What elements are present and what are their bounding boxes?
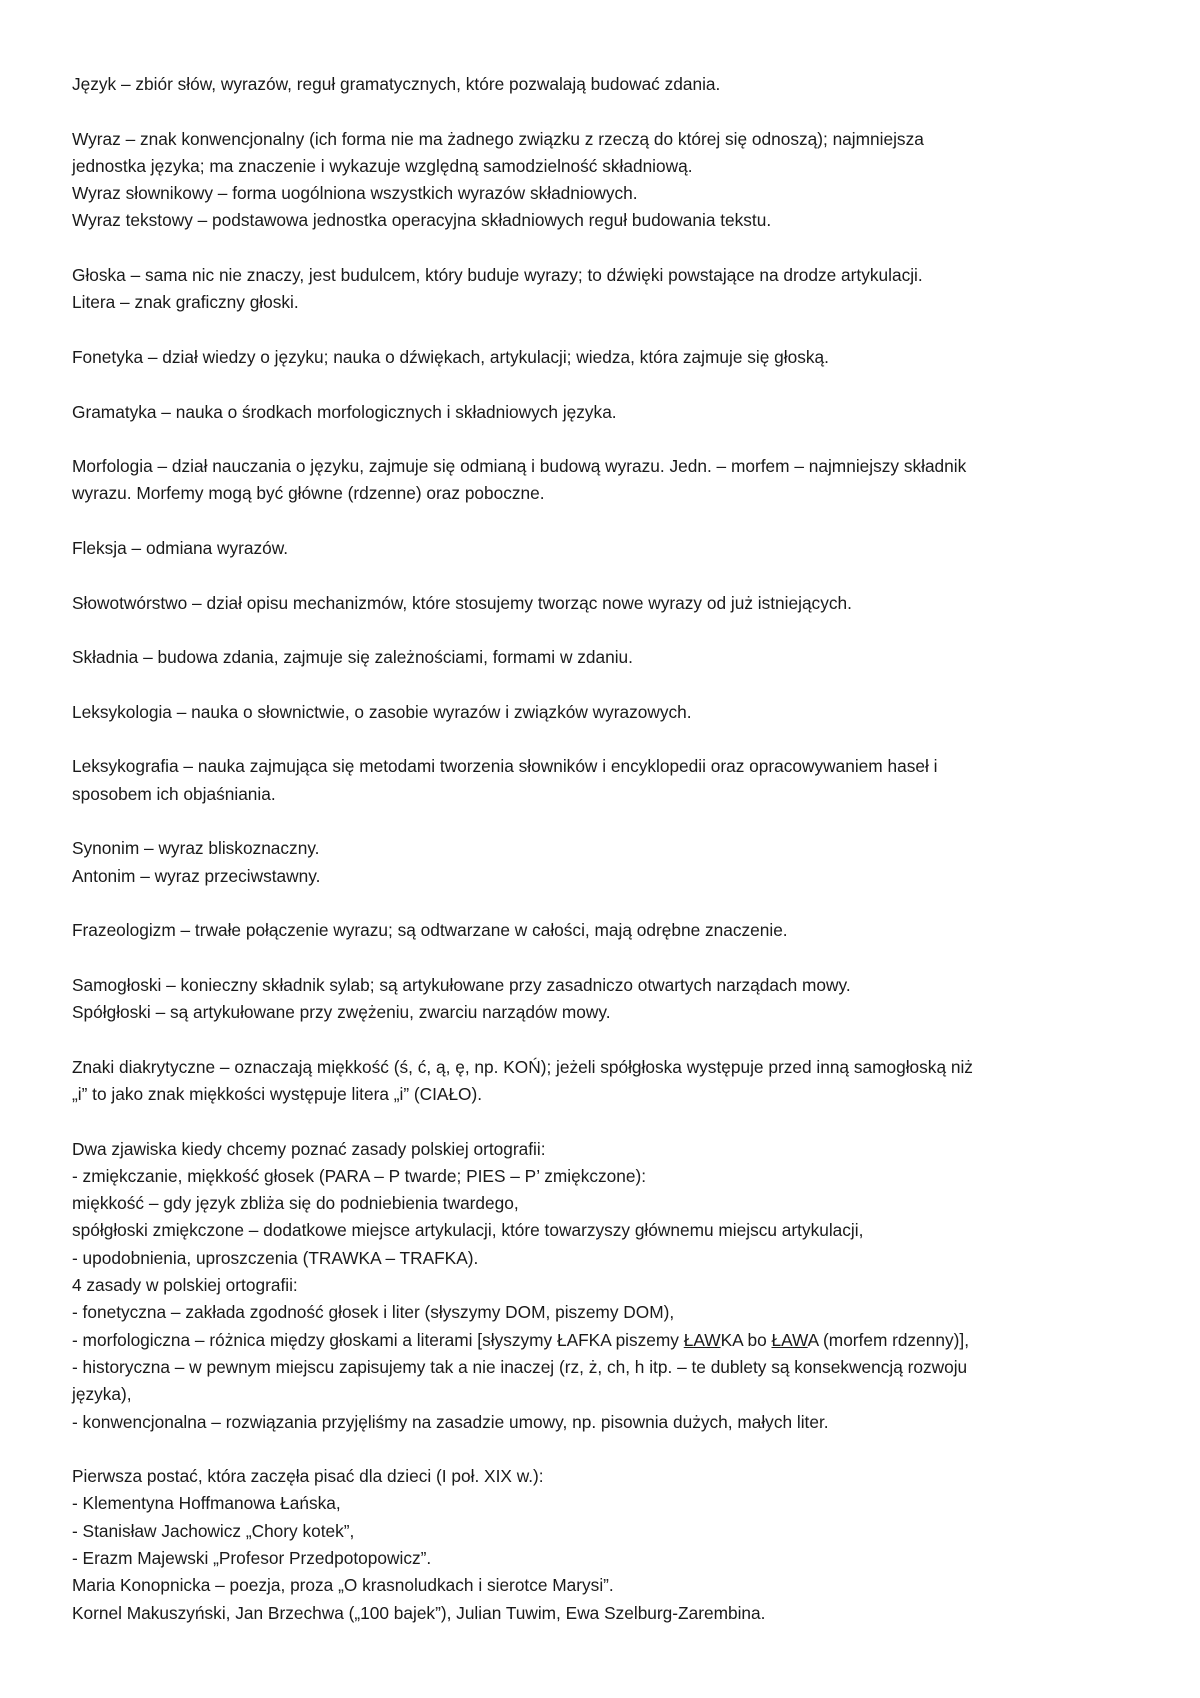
text-line: Język – zbiór słów, wyrazów, reguł gramatycznych, które pozwalają budować zdania.: [72, 74, 721, 94]
text-line: miękkość – gdy język zbliża się do podniebienia twardego,: [72, 1193, 519, 1214]
text-line: [72, 1327, 1132, 1354]
text-line: Dwa zjawiska kiedy chcemy poznać zasady polskiej ortografii:: [72, 1138, 546, 1159]
text-line: Synonim – wyraz bliskoznaczny.: [72, 838, 320, 859]
text-line: - fonetyczna – zakłada zgodność głosek i liter (słyszymy DOM, piszemy DOM),: [72, 1302, 675, 1323]
text-line: Samogłoski – konieczny składnik sylab; są artykułowane przy zasadniczo otwartych narządach mowy.: [72, 974, 851, 995]
paragraph: [72, 344, 1132, 371]
text-line: Frazeologizm – trwałe połączenie wyrazu; są odtwarzane w całości, mają odrębne znaczenie.: [72, 920, 788, 941]
paragraph: [72, 453, 1132, 508]
text-line: jednostka języka; ma znaczenie i wykazuje względną samodzielność składniową.: [72, 155, 693, 176]
paragraph: [72, 1054, 1132, 1109]
text-line: Pierwsza postać, która zaczęła pisać dla dzieci (I poł. XIX w.):: [72, 1466, 544, 1487]
paragraph: [72, 972, 1132, 1027]
paragraph: [72, 835, 1132, 890]
text-segment: KA bo: [720, 1329, 772, 1350]
paragraph: [72, 917, 1132, 944]
paragraph: [72, 699, 1132, 726]
paragraph: [72, 644, 1132, 671]
text-line: Głoska – sama nic nie znaczy, jest budulcem, który buduje wyrazy; to dźwięki powstające na drodze artykulacji.: [72, 265, 923, 286]
text-line: Wyraz – znak konwencjonalny (ich forma nie ma żadnego związku z rzeczą do której się odnoszą); najmniejsza: [72, 128, 924, 149]
text-line: Znaki diakrytyczne – oznaczają miękkość (ś, ć, ą, ę, np. KOŃ); jeżeli spółgłoska występuje przed inną samogłoską niż: [72, 1056, 973, 1077]
text-line: Wyraz tekstowy – podstawowa jednostka operacyjna składniowych reguł budowania tekstu.: [72, 210, 772, 231]
text-segment: - morfologiczna – różnica między głoskami a literami [słyszymy ŁAFKA piszemy: [72, 1329, 684, 1350]
text-line: Spółgłoski – są artykułowane przy zwężeniu, zwarciu narządów mowy.: [72, 1002, 611, 1023]
text-line: Maria Konopnicka – poezja, proza „O krasnoludkach i sierotce Marysi”.: [72, 1575, 614, 1596]
text-line: języka),: [72, 1384, 132, 1405]
text-line: wyrazu. Morfemy mogą być główne (rdzenne) oraz poboczne.: [72, 483, 545, 504]
text-segment: A (morfem rdzenny)],: [807, 1329, 970, 1350]
text-line: Fleksja – odmiana wyrazów.: [72, 538, 289, 559]
paragraph: [72, 126, 1132, 235]
paragraph: [72, 590, 1132, 617]
text-line: - historyczna – w pewnym miejscu zapisujemy tak a nie inaczej (rz, ż, ch, h itp. – te dublety są konsekwencją rozwoju: [72, 1356, 968, 1377]
text-line: Składnia – budowa zdania, zajmuje się zależnościami, formami w zdaniu.: [72, 647, 633, 668]
text-line: Antonim – wyraz przeciwstawny.: [72, 865, 321, 886]
document-page: [72, 71, 1132, 1627]
text-line: Gramatyka – nauka o środkach morfologicznych i składniowych języka.: [72, 401, 617, 422]
underlined-text: ŁAW: [683, 1329, 721, 1350]
paragraph: [72, 262, 1132, 317]
text-line: - upodobnienia, uproszczenia (TRAWKA – TRAFKA).: [72, 1247, 479, 1268]
paragraph: [72, 535, 1132, 562]
text-line: 4 zasady w polskiej ortografii:: [72, 1275, 298, 1296]
text-line: Wyraz słownikowy – forma uogólniona wszystkich wyrazów składniowych.: [72, 183, 638, 204]
paragraph: [72, 753, 1132, 808]
paragraph: [72, 1136, 1132, 1436]
text-line: - zmiękczanie, miękkość głosek (PARA – P twarde; PIES – P’ zmiękczone):: [72, 1165, 647, 1186]
text-line: Morfologia – dział nauczania o języku, zajmuje się odmianą i budową wyrazu. Jedn. – morfem – najmniejszy składnik: [72, 456, 967, 477]
underlined-text: ŁAW: [771, 1329, 808, 1350]
paragraph: [72, 71, 1132, 98]
text-line: - Klementyna Hoffmanowa Łańska,: [72, 1493, 341, 1514]
text-line: Leksykologia – nauka o słownictwie, o zasobie wyrazów i związków wyrazowych.: [72, 701, 692, 722]
text-line: Kornel Makuszyński, Jan Brzechwa („100 bajek”), Julian Tuwim, Ewa Szelburg-Zarembina.: [72, 1602, 766, 1623]
text-line: - Erazm Majewski „Profesor Przedpotopowicz”.: [72, 1548, 432, 1569]
paragraph: [72, 399, 1132, 426]
document-body: [72, 71, 1132, 1627]
text-line: Leksykografia – nauka zajmująca się metodami tworzenia słowników i encyklopedii oraz opracowywaniem haseł i: [72, 756, 938, 777]
text-line: Litera – znak graficzny głoski.: [72, 292, 299, 313]
text-line: spółgłoski zmiękczone – dodatkowe miejsce artykulacji, które towarzyszy głównemu miejscu artykulacji,: [72, 1220, 864, 1241]
text-line: - Stanisław Jachowicz „Chory kotek”,: [72, 1520, 355, 1541]
text-line: Fonetyka – dział wiedzy o języku; nauka o dźwiękach, artykulacji; wiedza, która zajmuje się głoską.: [72, 346, 829, 367]
paragraph: [72, 1463, 1132, 1627]
text-line: - konwencjonalna – rozwiązania przyjęliśmy na zasadzie umowy, np. pisownia dużych, małych liter.: [72, 1411, 829, 1432]
text-line: sposobem ich objaśniania.: [72, 783, 276, 804]
text-line: Słowotwórstwo – dział opisu mechanizmów, które stosujemy tworząc nowe wyrazy od już istniejących.: [72, 592, 852, 613]
text-line: „i” to jako znak miękkości występuje litera „i” (CIAŁO).: [72, 1083, 483, 1104]
